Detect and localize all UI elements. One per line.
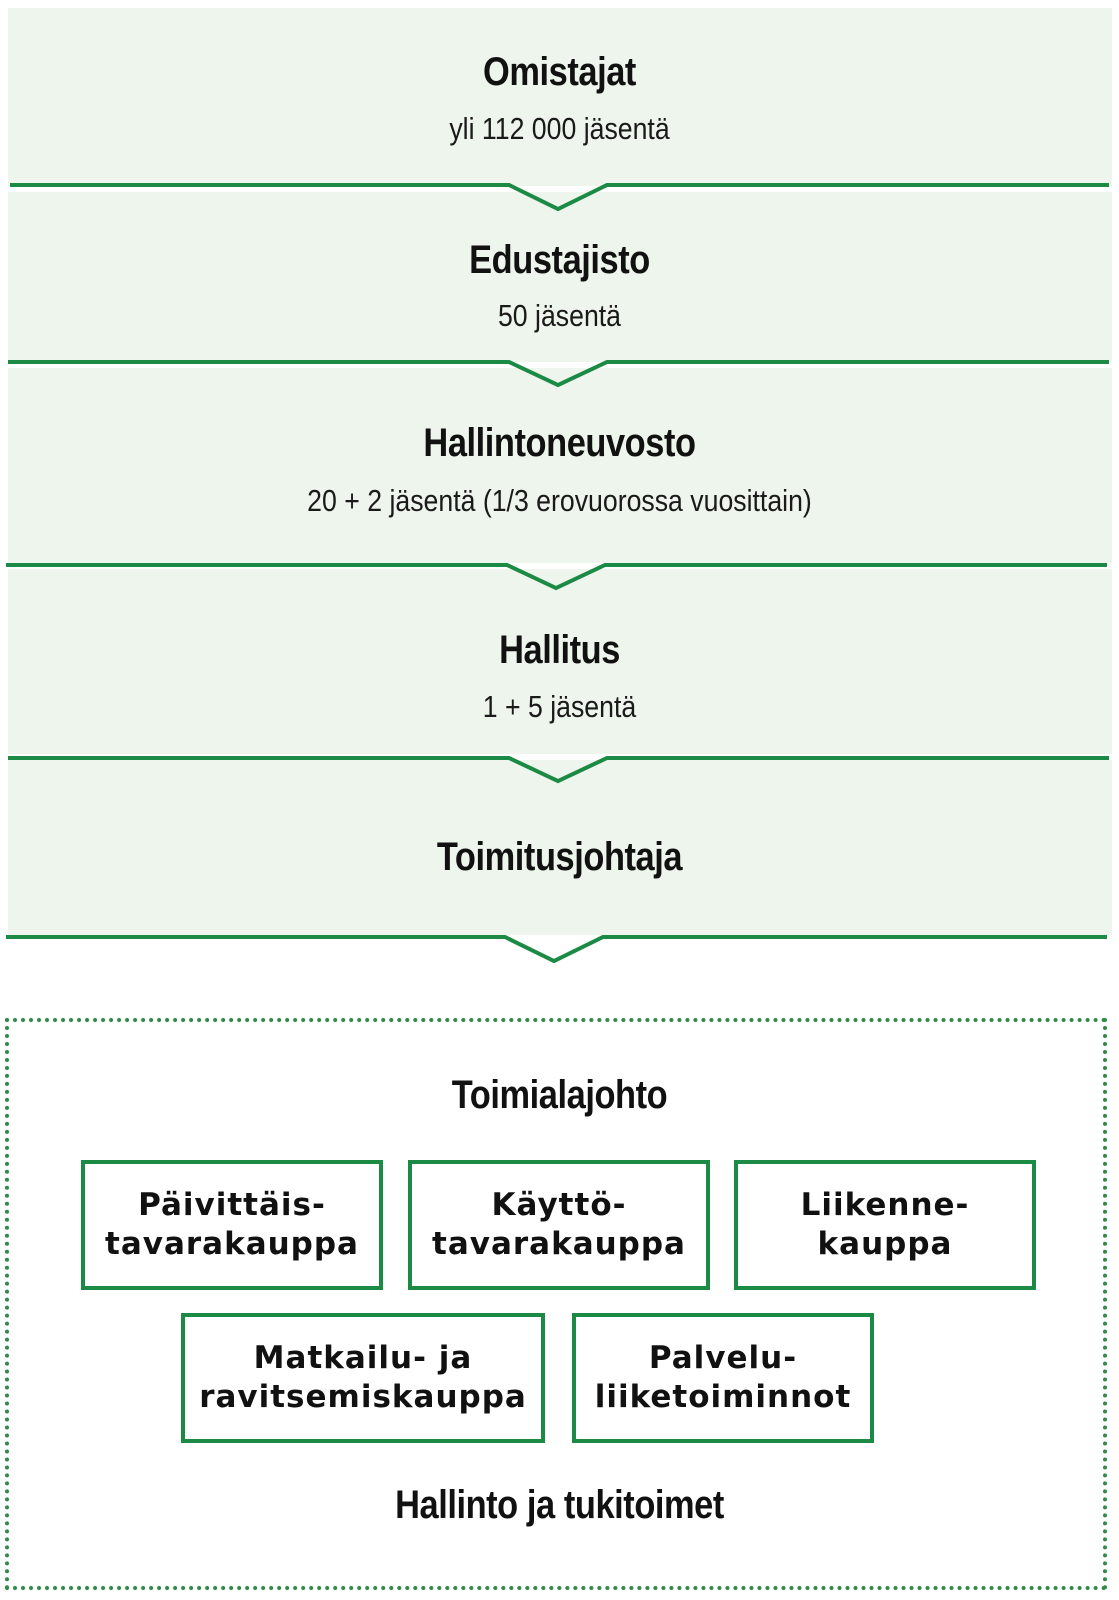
group-title: Toimialajohto: [451, 1073, 668, 1117]
unit-grocery-label: Päivittäis- tavarakauppa: [105, 1187, 359, 1262]
unit-hospitality-label: Matkailu- ja ravitsemiskauppa: [199, 1340, 527, 1415]
chevron-separator-2: [0, 347, 1119, 387]
stage-title-supervisory-board: Hallintoneuvosto: [423, 421, 696, 465]
chevron-separator-1: [0, 170, 1119, 210]
stage-subtitle-owners: yli 112 000 jäsentä: [449, 111, 670, 146]
stage-title-ceo: Toimitusjohtaja: [436, 835, 683, 879]
unit-services: [572, 1313, 874, 1443]
chevron-separator-5: [0, 922, 1119, 962]
stage-title-representatives: Edustajisto: [469, 238, 650, 282]
unit-fuel-retail: [734, 1160, 1036, 1290]
stage-subtitle-board: 1 + 5 jäsentä: [482, 689, 637, 724]
unit-consumer-goods: [408, 1160, 710, 1290]
unit-consumer-goods-label: Käyttö- tavarakauppa: [432, 1187, 686, 1262]
group-footer: Hallinto ja tukitoimet: [395, 1483, 724, 1527]
stage-subtitle-representatives: 50 jäsentä: [497, 298, 622, 333]
stage-title-board: Hallitus: [499, 628, 620, 672]
unit-grocery: [81, 1160, 383, 1290]
unit-fuel-retail-label: Liikenne- kauppa: [800, 1187, 970, 1262]
unit-hospitality: [181, 1313, 545, 1443]
unit-services-label: Palvelu- liiketoiminnot: [594, 1340, 852, 1415]
stage-title-owners: Omistajat: [483, 50, 636, 94]
stage-subtitle-supervisory-board: 20 + 2 jäsentä (1/3 erovuorossa vuosittain): [307, 483, 812, 518]
stage-band-owners: [8, 8, 1112, 186]
chevron-separator-4: [0, 743, 1119, 783]
chevron-separator-3: [0, 550, 1119, 590]
